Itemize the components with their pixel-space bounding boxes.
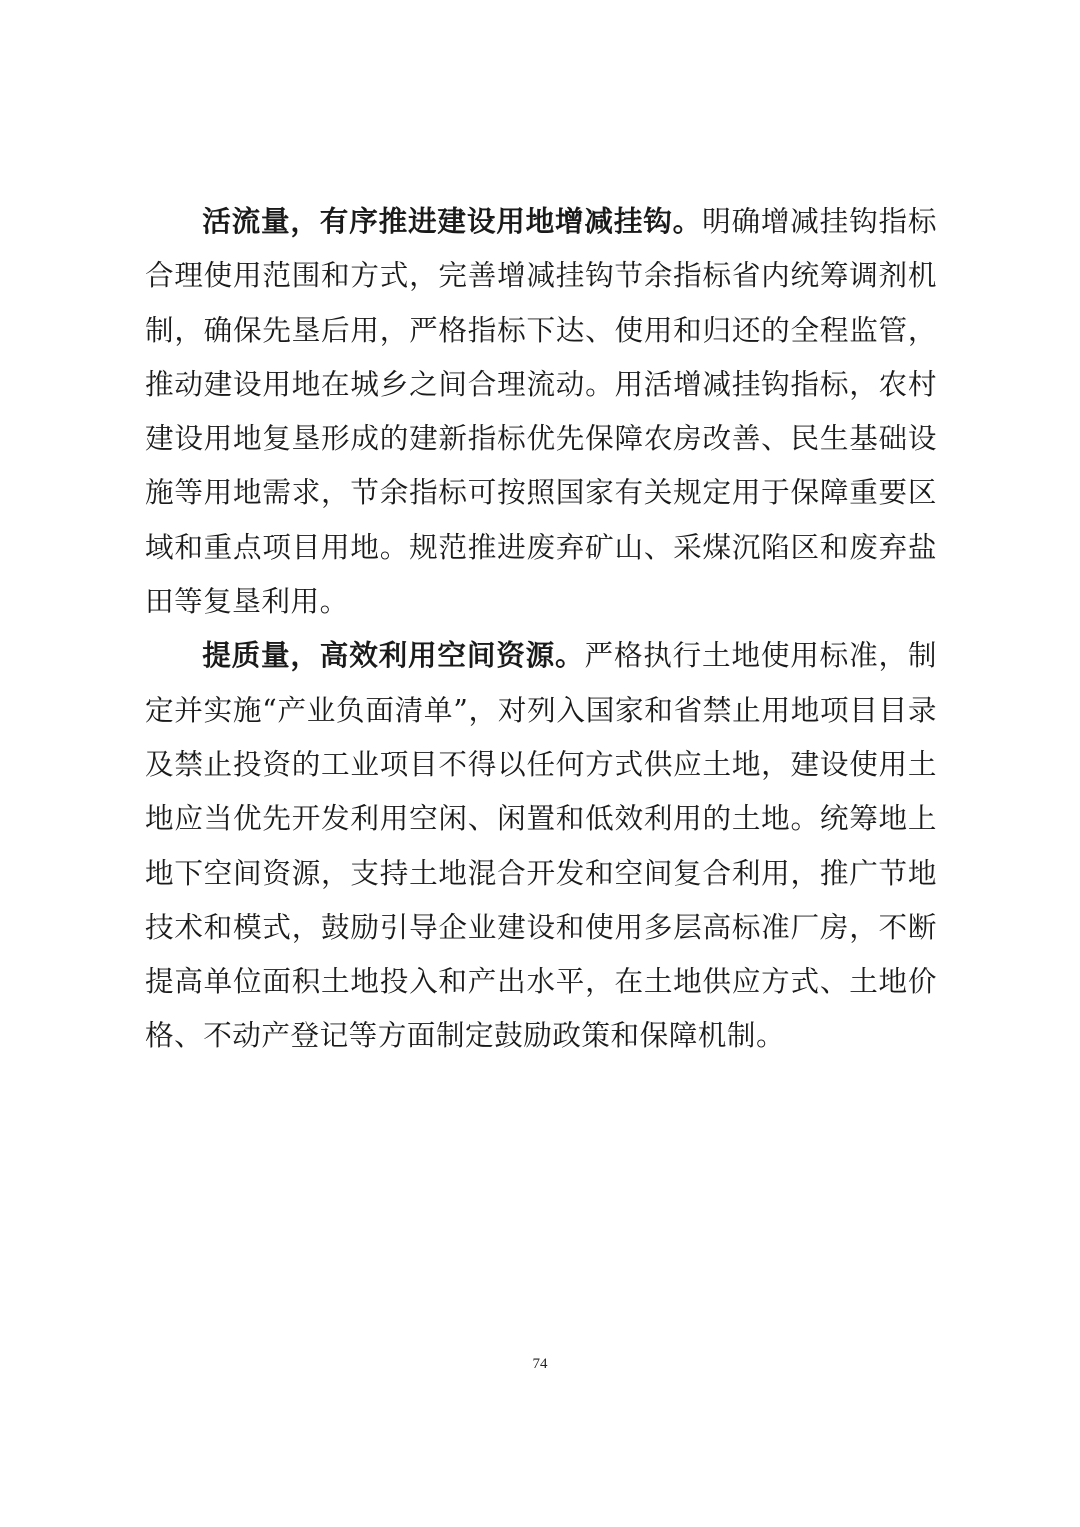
paragraph-2	[145, 628, 937, 1062]
paragraph-2-lead: 提质量，高效利用空间资源。	[202, 638, 585, 673]
paragraph-1-lead: 活流量，有序推进建设用地增减挂钩。	[202, 204, 703, 238]
paragraph-2-text: 严格执行土地使用标准，制定并实施“产业负面清单”，对列入国家和省禁止用地项目目录及禁止投资的工业项目不得以任何方式供应土地，建设使用土地应当优先开发利用空闲、闲置和低效利用的土地。统筹地上地下空间资源，支持土地混合开发和空间复合利用，推广节地技术和模式，鼓励引导企业建设和使用多层高标准厂房，不断提高单位面积土地投入和产出水平，在土地供应方式、土地价格、不动产登记等方面制定鼓励政策和保障机制。	[145, 638, 937, 1053]
body-text	[145, 194, 937, 1063]
page-number: 74	[532, 1356, 548, 1372]
paragraph-1	[145, 194, 937, 628]
paragraph-1-text: 明确增减挂钩指标合理使用范围和方式，完善增减挂钩节余指标省内统筹调剂机制，确保先垦后用，严格指标下达、使用和归还的全程监管，推动建设用地在城乡之间合理流动。用活增减挂钩指标，农村建设用地复垦形成的建新指标优先保障农房改善、民生基础设施等用地需求，节余指标可按照国家有关规定用于保障重要区域和重点项目用地。规范推进废弃矿山、采煤沉陷区和废弃盐田等复垦利用。	[145, 204, 937, 619]
